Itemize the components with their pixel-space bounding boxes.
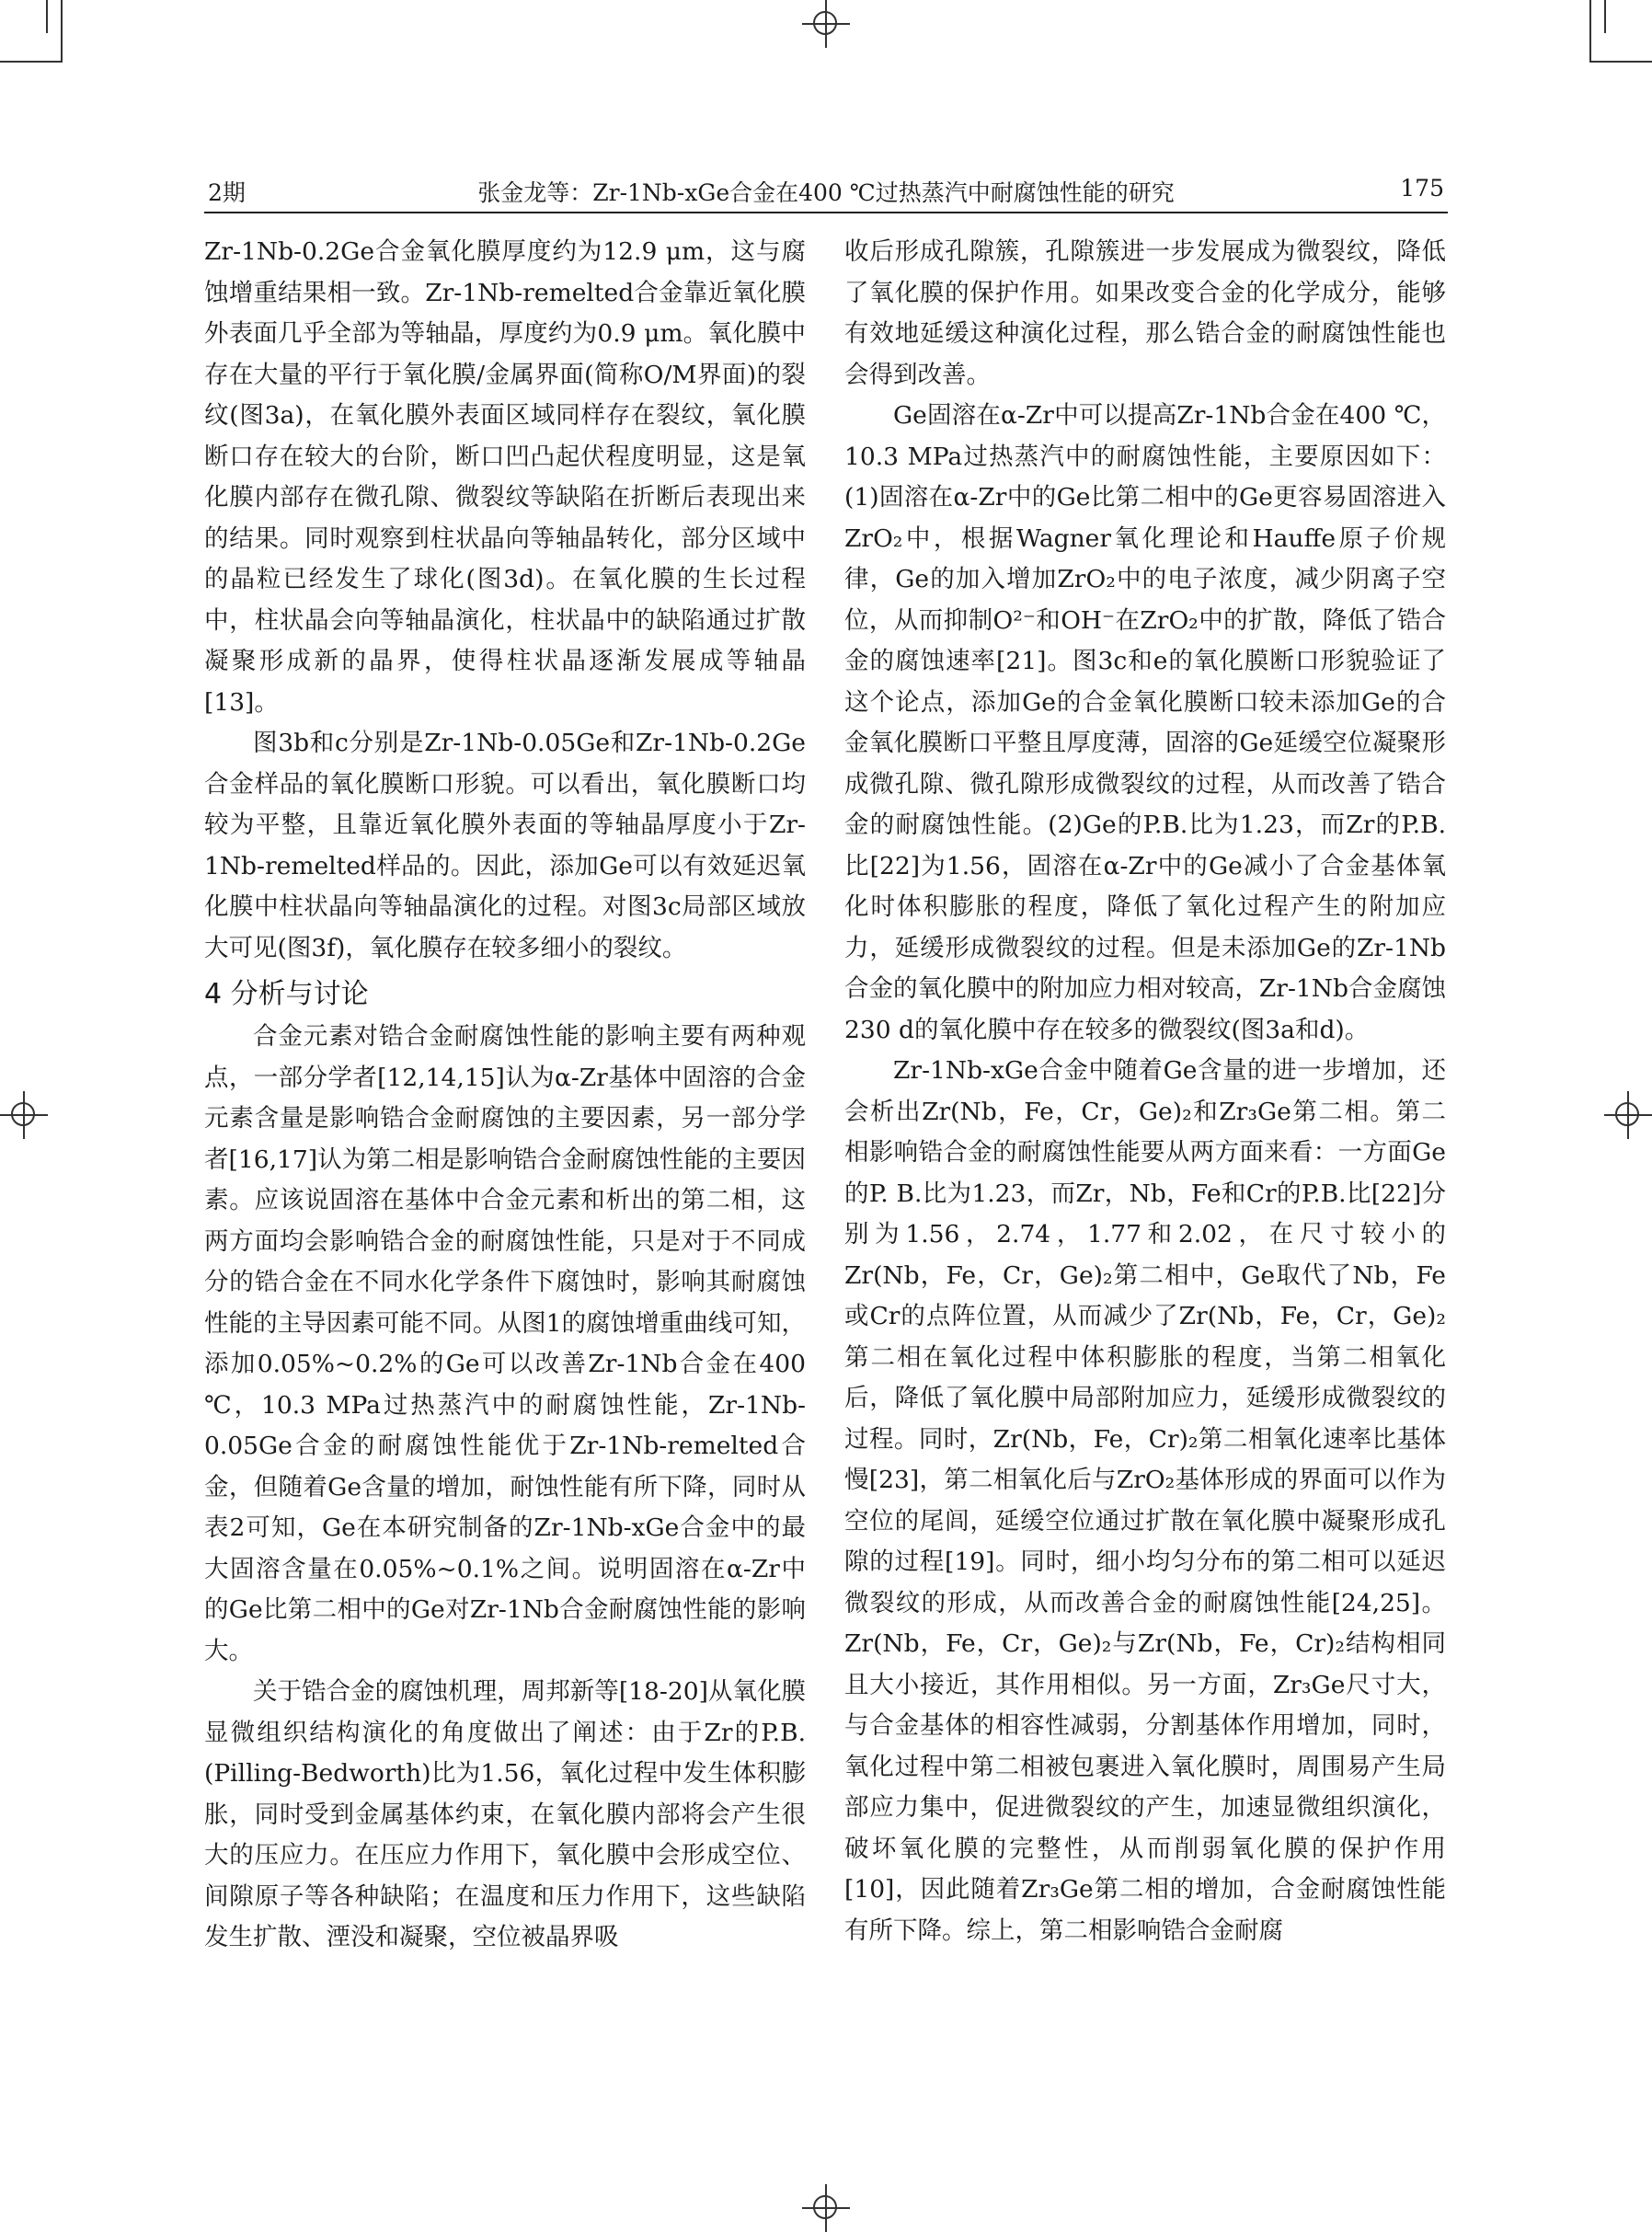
left-column [204,232,806,1959]
crop-mark-top-right-horizontal [1589,61,1652,63]
registration-mark-top [802,0,850,48]
crop-mark-top-left-vertical [46,0,48,33]
paragraph: 关于锆合金的腐蚀机理，周邦新等[18-20]从氧化膜显微组织结构演化的角度做出了阐述：由于Zr的P.B.(Pilling-Bedworth)比为1.56，氧化过程中发生体积膨胀，同时受到金属基体约束，在氧化膜内部将会产生很大的压应力。在压应力作用下，氧化膜中会形成空位、间隙原子等各种缺陷；在温度和压力作用下，这些缺陷发生扩散、湮没和凝聚，空位被晶界吸 [204,1677,806,1951]
paragraph: 图3b和c分别是Zr-1Nb-0.05Ge和Zr-1Nb-0.2Ge合金样品的氧化膜断口形貌。可以看出，氧化膜断口均较为平整，且靠近氧化膜外表面的等轴晶厚度小于Zr-1Nb-remelted样品的。因此，添加Ge可以有效延迟氧化膜中柱状晶向等轴晶演化的过程。对图3c局部区域放大可见(图3f)，氧化膜存在较多细小的裂纹。 [204,729,806,962]
crop-mark-top-left-vertical-inner [61,0,63,63]
paragraph: 收后形成孔隙簇，孔隙簇进一步发展成为微裂纹，降低了氧化膜的保护作用。如果改变合金的化学成分，能够有效地延缓这种演化过程，那么锆合金的耐腐蚀性能也会得到改善。 [844,237,1446,389]
registration-mark-right [1604,1091,1652,1139]
crop-mark-top-right-vertical [1604,0,1606,33]
paragraph: Zr-1Nb-xGe合金中随着Ge含量的进一步增加，还会析出Zr(Nb，Fe，Cr，Ge)₂和Zr₃Ge第二相。第二相影响锆合金的耐腐蚀性能要从两方面来看：一方面Ge的P. B.比为1.23，而Zr，Nb，Fe和Cr的P.B.比[22]分别为1.56，2.74，1.77和2.02，在尺寸较小的Zr(Nb，Fe，Cr，Ge)₂第二相中，Ge取代了Nb，Fe或Cr的点阵位置，从而减少了Zr(Nb，Fe，Cr，Ge)₂第二相在氧化过程中体积膨胀的程度，当第二相氧化后，降低了氧化膜中局部附加应力，延缓形成微裂纹的过程。同时，Zr(Nb，Fe，Cr)₂第二相氧化速率比基体慢[23]，第二相氧化后与ZrO₂基体形成的界面可以作为空位的尾闾，延缓空位通过扩散在氧化膜中凝聚形成孔隙的过程[19]。同时，细小均匀分布的第二相可以延迟微裂纹的形成，从而改善合金的耐腐蚀性能[24,25]。Zr(Nb，Fe，Cr，Ge)₂与Zr(Nb，Fe，Cr)₂结构相同且大小接近，其作用相似。另一方面，Zr₃Ge尺寸大，与合金基体的相容性减弱，分割基体作用增加，同时，氧化过程中第二相被包裹进入氧化膜时，周围易产生局部应力集中，促进微裂纹的产生，加速显微组织演化，破坏氧化膜的完整性，从而削弱氧化膜的保护作用[10]，因此随着Zr₃Ge第二相的增加，合金耐腐蚀性能有所下降。综上，第二相影响锆合金耐腐 [844,1056,1446,1945]
running-title: 张金龙等：Zr-1Nb-xGe合金在400 ℃过热蒸汽中耐腐蚀性能的研究 [477,179,1175,206]
paragraph: 合金元素对锆合金耐腐蚀性能的影响主要有两种观点，一部分学者[12,14,15]认为α-Zr基体中固溶的合金元素含量是影响锆合金耐腐蚀的主要因素，另一部分学者[16,17]认为第二相是影响锆合金耐腐蚀性能的主要因素。应该说固溶在基体中合金元素和析出的第二相，这两方面均会影响锆合金的耐腐蚀性能，只是对于不同成分的锆合金在不同水化学条件下腐蚀时，影响其耐腐蚀性能的主导因素可能不同。从图1的腐蚀增重曲线可知，添加0.05%~0.2%的Ge可以改善Zr-1Nb合金在400 ℃，10.3 MPa过热蒸汽中的耐腐蚀性能，Zr-1Nb-0.05Ge合金的耐腐蚀性能优于Zr-1Nb-remelted合金，但随着Ge含量的增加，耐蚀性能有所下降，同时从表2可知，Ge在本研究制备的Zr-1Nb-xGe合金中的最大固溶含量在0.05%~0.1%之间。说明固溶在α-Zr中的Ge比第二相中的Ge对Zr-1Nb合金耐腐蚀性能的影响大。 [204,1022,806,1665]
running-header [204,167,1448,213]
crop-mark-top-left-horizontal [0,61,63,63]
crop-mark-top-right-vertical-inner [1589,0,1591,63]
issue-number: 2期 [208,179,246,206]
registration-mark-bottom [802,2184,850,2232]
paragraph: Zr-1Nb-0.2Ge合金氧化膜厚度约为12.9 μm，这与腐蚀增重结果相一致。Zr-1Nb-remelted合金靠近氧化膜外表面几乎全部为等轴晶，厚度约为0.9 μm。氧化膜中存在大量的平行于氧化膜/金属界面(简称O/M界面)的裂纹(图3a)，在氧化膜外表面区域同样存在裂纹，氧化膜断口存在较大的台阶，断口凹凸起伏程度明显，这是氧化膜内部存在微孔隙、微裂纹等缺陷在折断后表现出来的结果。同时观察到柱状晶向等轴晶转化，部分区域中的晶粒已经发生了球化(图3d)。在氧化膜的生长过程中，柱状晶会向等轴晶演化，柱状晶中的缺陷通过扩散凝聚形成新的晶界，使得柱状晶逐渐发展成等轴晶[13]。 [204,237,806,717]
registration-mark-left [0,1091,48,1139]
section-heading: 4 分析与讨论 [204,978,369,1010]
right-column [844,232,1446,1951]
page-number: 175 [1400,175,1444,201]
paragraph: Ge固溶在α-Zr中可以提高Zr-1Nb合金在400 ℃，10.3 MPa过热蒸汽中的耐腐蚀性能，主要原因如下：(1)固溶在α-Zr中的Ge比第二相中的Ge更容易固溶进入ZrO₂中，根据Wagner氧化理论和Hauffe原子价规律，Ge的加入增加ZrO₂中的电子浓度，减少阴离子空位，从而抑制O²⁻和OH⁻在ZrO₂中的扩散，降低了锆合金的腐蚀速率[21]。图3c和e的氧化膜断口形貌验证了这个论点，添加Ge的合金氧化膜断口较未添加Ge的合金氧化膜断口平整且厚度薄，固溶的Ge延缓空位凝聚形成微孔隙、微孔隙形成微裂纹的过程，从而改善了锆合金的耐腐蚀性能。(2)Ge的P.B.比为1.23，而Zr的P.B.比[22]为1.56，固溶在α-Zr中的Ge减小了合金基体氧化时体积膨胀的程度，降低了氧化过程产生的附加应力，延缓形成微裂纹的过程。但是未添加Ge的Zr-1Nb合金的氧化膜中的附加应力相对较高，Zr-1Nb合金腐蚀230 d的氧化膜中存在较多的微裂纹(图3a和d)。 [844,401,1446,1044]
